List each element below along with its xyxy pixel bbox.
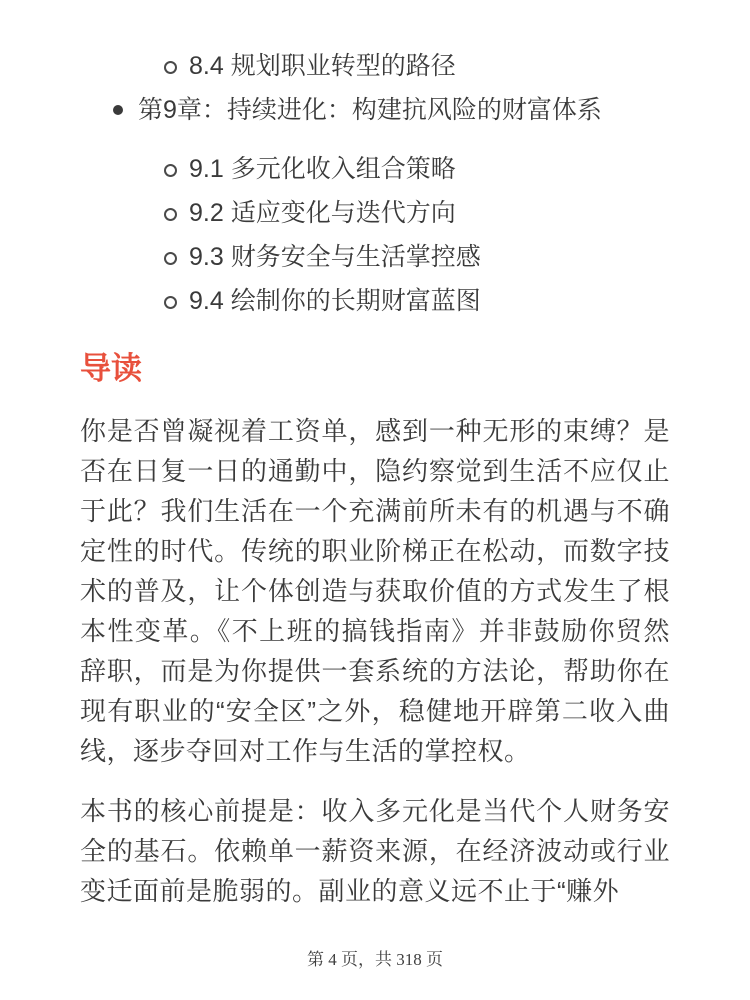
table-of-contents — [80, 0, 670, 315]
circle-outline-bullet-icon — [164, 164, 177, 177]
toc-item-chapter-9 — [80, 96, 670, 124]
section-heading-daodu: 导读 — [80, 351, 142, 386]
toc-item-label: 8.4 规划职业转型的路径 — [189, 52, 456, 80]
disc-bullet-icon — [113, 105, 123, 115]
toc-item-label: 9.3 财务安全与生活掌控感 — [189, 243, 481, 271]
circle-outline-bullet-icon — [164, 296, 177, 309]
circle-outline-bullet-icon — [164, 61, 177, 74]
circle-outline-bullet-icon — [164, 252, 177, 265]
page-number-indicator: 第 4 页，共 318 页 — [307, 950, 443, 969]
toc-item-9-3 — [80, 243, 670, 271]
circle-outline-bullet-icon — [164, 208, 177, 221]
toc-item-9-2 — [80, 199, 670, 227]
toc-item-9-4 — [80, 287, 670, 315]
intro-paragraph-2: 本书的核心前提是：收入多元化是当代个人财务安全的基石。依赖单一薪资来源，在经济波动或行业变迁面前是脆弱的。副业的意义远不止于“赚外 — [80, 796, 670, 906]
toc-item-9-1 — [80, 155, 670, 183]
toc-item-label: 第9章：持续进化：构建抗风险的财富体系 — [138, 96, 602, 124]
toc-item-8-4 — [80, 52, 670, 80]
toc-item-label: 9.4 绘制你的长期财富蓝图 — [189, 287, 481, 315]
toc-item-label: 9.1 多元化收入组合策略 — [189, 155, 456, 183]
toc-item-label: 9.2 适应变化与迭代方向 — [189, 199, 456, 227]
intro-paragraph-1: 你是否曾凝视着工资单，感到一种无形的束缚？是否在日复一日的通勤中，隐约察觉到生活不应仅止于此？我们生活在一个充满前所未有的机遇与不确定性的时代。传统的职业阶梯正在松动，而数字技术的普及，让个体创造与获取价值的方式发生了根本性变革。《不上班的搞钱指南》并非鼓励你贸然辞职，而是为你提供一套系统的方法论，帮助你在现有职业的“安全区”之外，稳健地开辟第二收入曲线，逐步夺回对工作与生活的掌控权。 — [80, 416, 670, 766]
